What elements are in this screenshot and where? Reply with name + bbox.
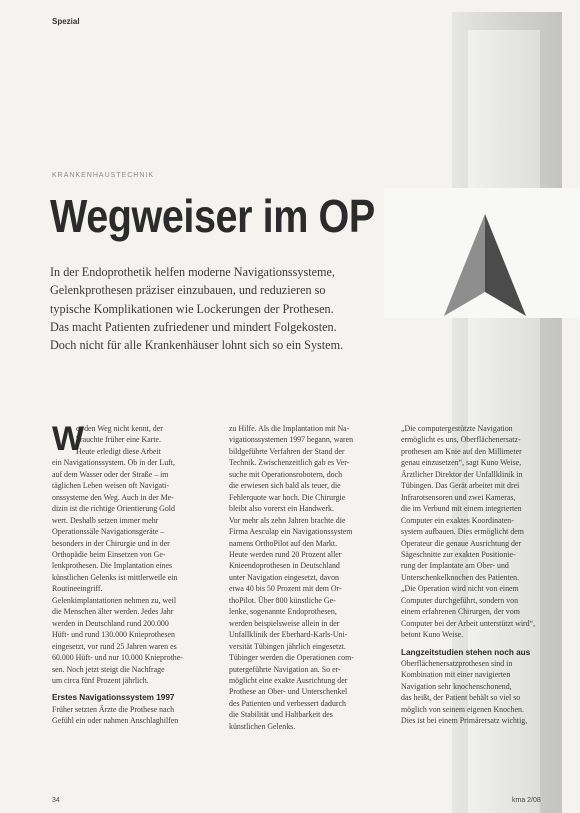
body-line: künstlichen Gelenks.: [229, 721, 296, 731]
body-line: Kombination mit einer navigierten: [401, 670, 511, 680]
body-line: prothesen am Knie auf den Millimeter: [401, 446, 522, 456]
body-line: Operateur die genaue Ausrichtung der: [401, 538, 522, 548]
body-line: werden beispielsweise allein in der: [229, 618, 340, 628]
navigation-arrow-icon: [440, 212, 530, 322]
body-line: ermöglicht es uns, Oberflächenersatz-: [401, 435, 521, 445]
body-line: namens OrthoPilot auf den Markt.: [229, 538, 338, 548]
body-line: Dies ist bei einem Primärersatz wichtig,: [401, 716, 528, 726]
body-line: sen. Noch jetzt steigt die Nachfrage: [52, 664, 165, 674]
body-line: Unterschenkelknochen des Patienten.: [401, 572, 520, 582]
body-line: die erwiesen sich bald als teuer, die: [229, 481, 341, 491]
article-lead: [50, 263, 400, 354]
body-line: Infrarotsensoren und zwei Kameras,: [401, 492, 516, 502]
body-line: putergeführte Navigation an. So er-: [229, 664, 341, 674]
body-line: Sägeschnitte zur exakten Positionie-: [401, 549, 516, 559]
body-line: lenkprothesen. Die Implantation eines: [52, 561, 173, 571]
body-column-3: [401, 423, 559, 727]
body-line: des Patienten und verbessert dadurch: [229, 698, 347, 708]
body-line: unter Navigation eingesetzt, davon: [229, 572, 339, 582]
body-line: Computer bei der Arbeit unterstützt wird“,: [401, 618, 536, 628]
body-line: Oberflächenersatzprothesen sind in: [401, 659, 513, 669]
body-line: Routineeingriff.: [52, 584, 103, 594]
body-column-2: [229, 423, 386, 732]
body-line: werden in Deutschland rund 200.000: [52, 618, 169, 628]
column-3-text: [401, 423, 559, 727]
body-line: er den Weg nicht kennt, der: [76, 424, 163, 433]
body-line: versität Tübingen jährlich eingesetzt.: [229, 641, 346, 651]
body-line: „Die Operation wird nicht von einem: [401, 584, 519, 594]
column-2-text: [229, 423, 386, 732]
body-line: Unfallklinik der Eberhard-Karls-Uni-: [229, 630, 348, 640]
body-line: Früher setzten Ärzte die Prothese nach: [52, 704, 175, 714]
body-line: möglicht eine exakte Ausrichtung der: [229, 675, 348, 685]
body-line: Fehlerquote war hoch. Die Chirurgie: [229, 492, 346, 502]
body-line: Vor mehr als zehn Jahren brachte die: [229, 515, 346, 525]
body-line: 60.000 Hüft- und nur 10.000 Knieprothe-: [52, 653, 183, 663]
body-line: auf dem Wasser oder der Straße – im: [52, 469, 169, 479]
drop-cap: W: [52, 420, 85, 458]
body-line: brauchte früher eine Karte.: [76, 435, 161, 445]
body-line: die im Verbund mit einem integrierten: [401, 504, 522, 514]
body-line: bleibt also vorerst ein Handwerk.: [229, 504, 334, 514]
body-line: täglichen Leben weisen oft Navigati-: [52, 481, 169, 491]
body-line: rung der Implantate am Ober- und: [401, 561, 509, 571]
body-line: lenke, sogenannte Endoprothesen,: [229, 607, 337, 617]
body-line: thoPilot. Über 800 künstliche Ge-: [229, 595, 336, 605]
section-label: Spezial: [52, 17, 80, 26]
body-line: zu Hilfe. Als die Implantation mit Na-: [229, 424, 350, 433]
body-line: Gelenkimplantationen nehmen zu, weil: [52, 595, 177, 605]
body-line: etwa 40 bis 50 Prozent mit dem Or-: [229, 584, 342, 594]
body-line: Knieendoprothesen in Deutschland: [229, 561, 340, 571]
issue-label: kma 2/08: [512, 797, 541, 804]
body-line: „Die computergestützte Navigation: [401, 424, 513, 433]
body-line: suche mit Operationsrobotern, doch: [229, 469, 343, 479]
section-subheading: Langzeitstudien stehen noch aus: [401, 647, 531, 657]
body-line: Computer durchgeführt, sondern von: [401, 595, 519, 605]
body-line: einem erfahrenen Chirurgen, der vom: [401, 607, 520, 617]
body-line: dizin ist die richtige Orientierung Gold: [52, 504, 175, 514]
article-title: Wegweiser im OP: [50, 190, 375, 242]
lead-line: Doch nicht für alle Krankenhäuser lohnt sich so ein System.: [50, 338, 344, 353]
body-line: Tübingen. Das Gerät arbeitet mit drei: [401, 481, 520, 491]
body-line: ein Navigationssystem. Ob in der Luft,: [52, 458, 175, 468]
body-line: Ärztlicher Direktor der Unfallklinik in: [401, 469, 523, 479]
body-line: betont Kuno Weise.: [401, 630, 464, 640]
lead-line: typische Komplikationen wie Lockerungen der Prothesen.: [50, 301, 334, 316]
body-line: bildgeführte Verfahren der Stand der: [229, 446, 345, 456]
body-line: Technik. Zwischenzeitlich gab es Ver-: [229, 458, 350, 468]
body-line: Orthopädie beim Einsetzen von Ge-: [52, 549, 166, 559]
body-line: Gefühl ein oder nahmen Anschlaghilfen: [52, 716, 179, 726]
body-line: künstlichen Gelenks ist mittlerweile ein: [52, 572, 178, 582]
body-line: möglich von seinem eigenen Knochen.: [401, 704, 524, 714]
body-line: Heute werden rund 20 Prozent aller: [229, 549, 342, 559]
lead-line: Das macht Patienten zufriedener und mindert Folgekosten.: [50, 319, 337, 334]
lead-line: In der Endoprothetik helfen moderne Navigationssysteme,: [50, 265, 335, 279]
body-line: das heißt, der Patient behält so viel so: [401, 693, 521, 703]
body-line: besonders in der Chirurgie und in der: [52, 538, 170, 548]
body-line: system aufbauen. Dies ermöglicht dem: [401, 527, 524, 537]
body-line: um circa fünf Prozent jährlich.: [52, 675, 149, 685]
body-line: Firma Aesculap ein Navigationssystem: [229, 527, 353, 537]
body-line: eingesetzt, vor rund 25 Jahren waren es: [52, 641, 177, 651]
body-line: Computer ein exaktes Koordinaten-: [401, 515, 514, 525]
page-number: 34: [52, 797, 60, 804]
section-subheading: Erstes Navigationssystem 1997: [52, 693, 175, 703]
body-column-1: [52, 420, 209, 727]
body-line: onssysteme den Weg. Auch in der Me-: [52, 492, 174, 502]
body-line: Tübinger werden die Operationen com-: [229, 653, 354, 663]
body-line: die Stabilität und Haltbarkeit des: [229, 710, 333, 720]
body-line: Hüft- und rund 130.000 Knieprothesen: [52, 630, 175, 640]
body-line: die Menschen älter werden. Jedes Jahr: [52, 607, 174, 617]
lead-line: Gelenkprothesen präziser einzubauen, und reduzieren so: [50, 283, 326, 298]
article-kicker: KRANKENHAUSTECHNIK: [52, 172, 155, 179]
column-1-text: [52, 420, 209, 727]
body-line: Operationssäle Navigationsgeräte –: [52, 527, 165, 537]
body-line: vigationssystemen 1997 begann, waren: [229, 435, 354, 445]
body-line: Navigation sehr knochenschonend,: [401, 681, 512, 691]
body-line: wert. Deshalb setzen immer mehr: [52, 515, 159, 525]
body-line: Heute erledigt diese Arbeit: [76, 446, 161, 456]
body-line: Prothese an Ober- und Unterschenkel: [229, 687, 348, 697]
body-line: genau einzusetzen“, sagt Kuno Weise,: [401, 458, 522, 468]
